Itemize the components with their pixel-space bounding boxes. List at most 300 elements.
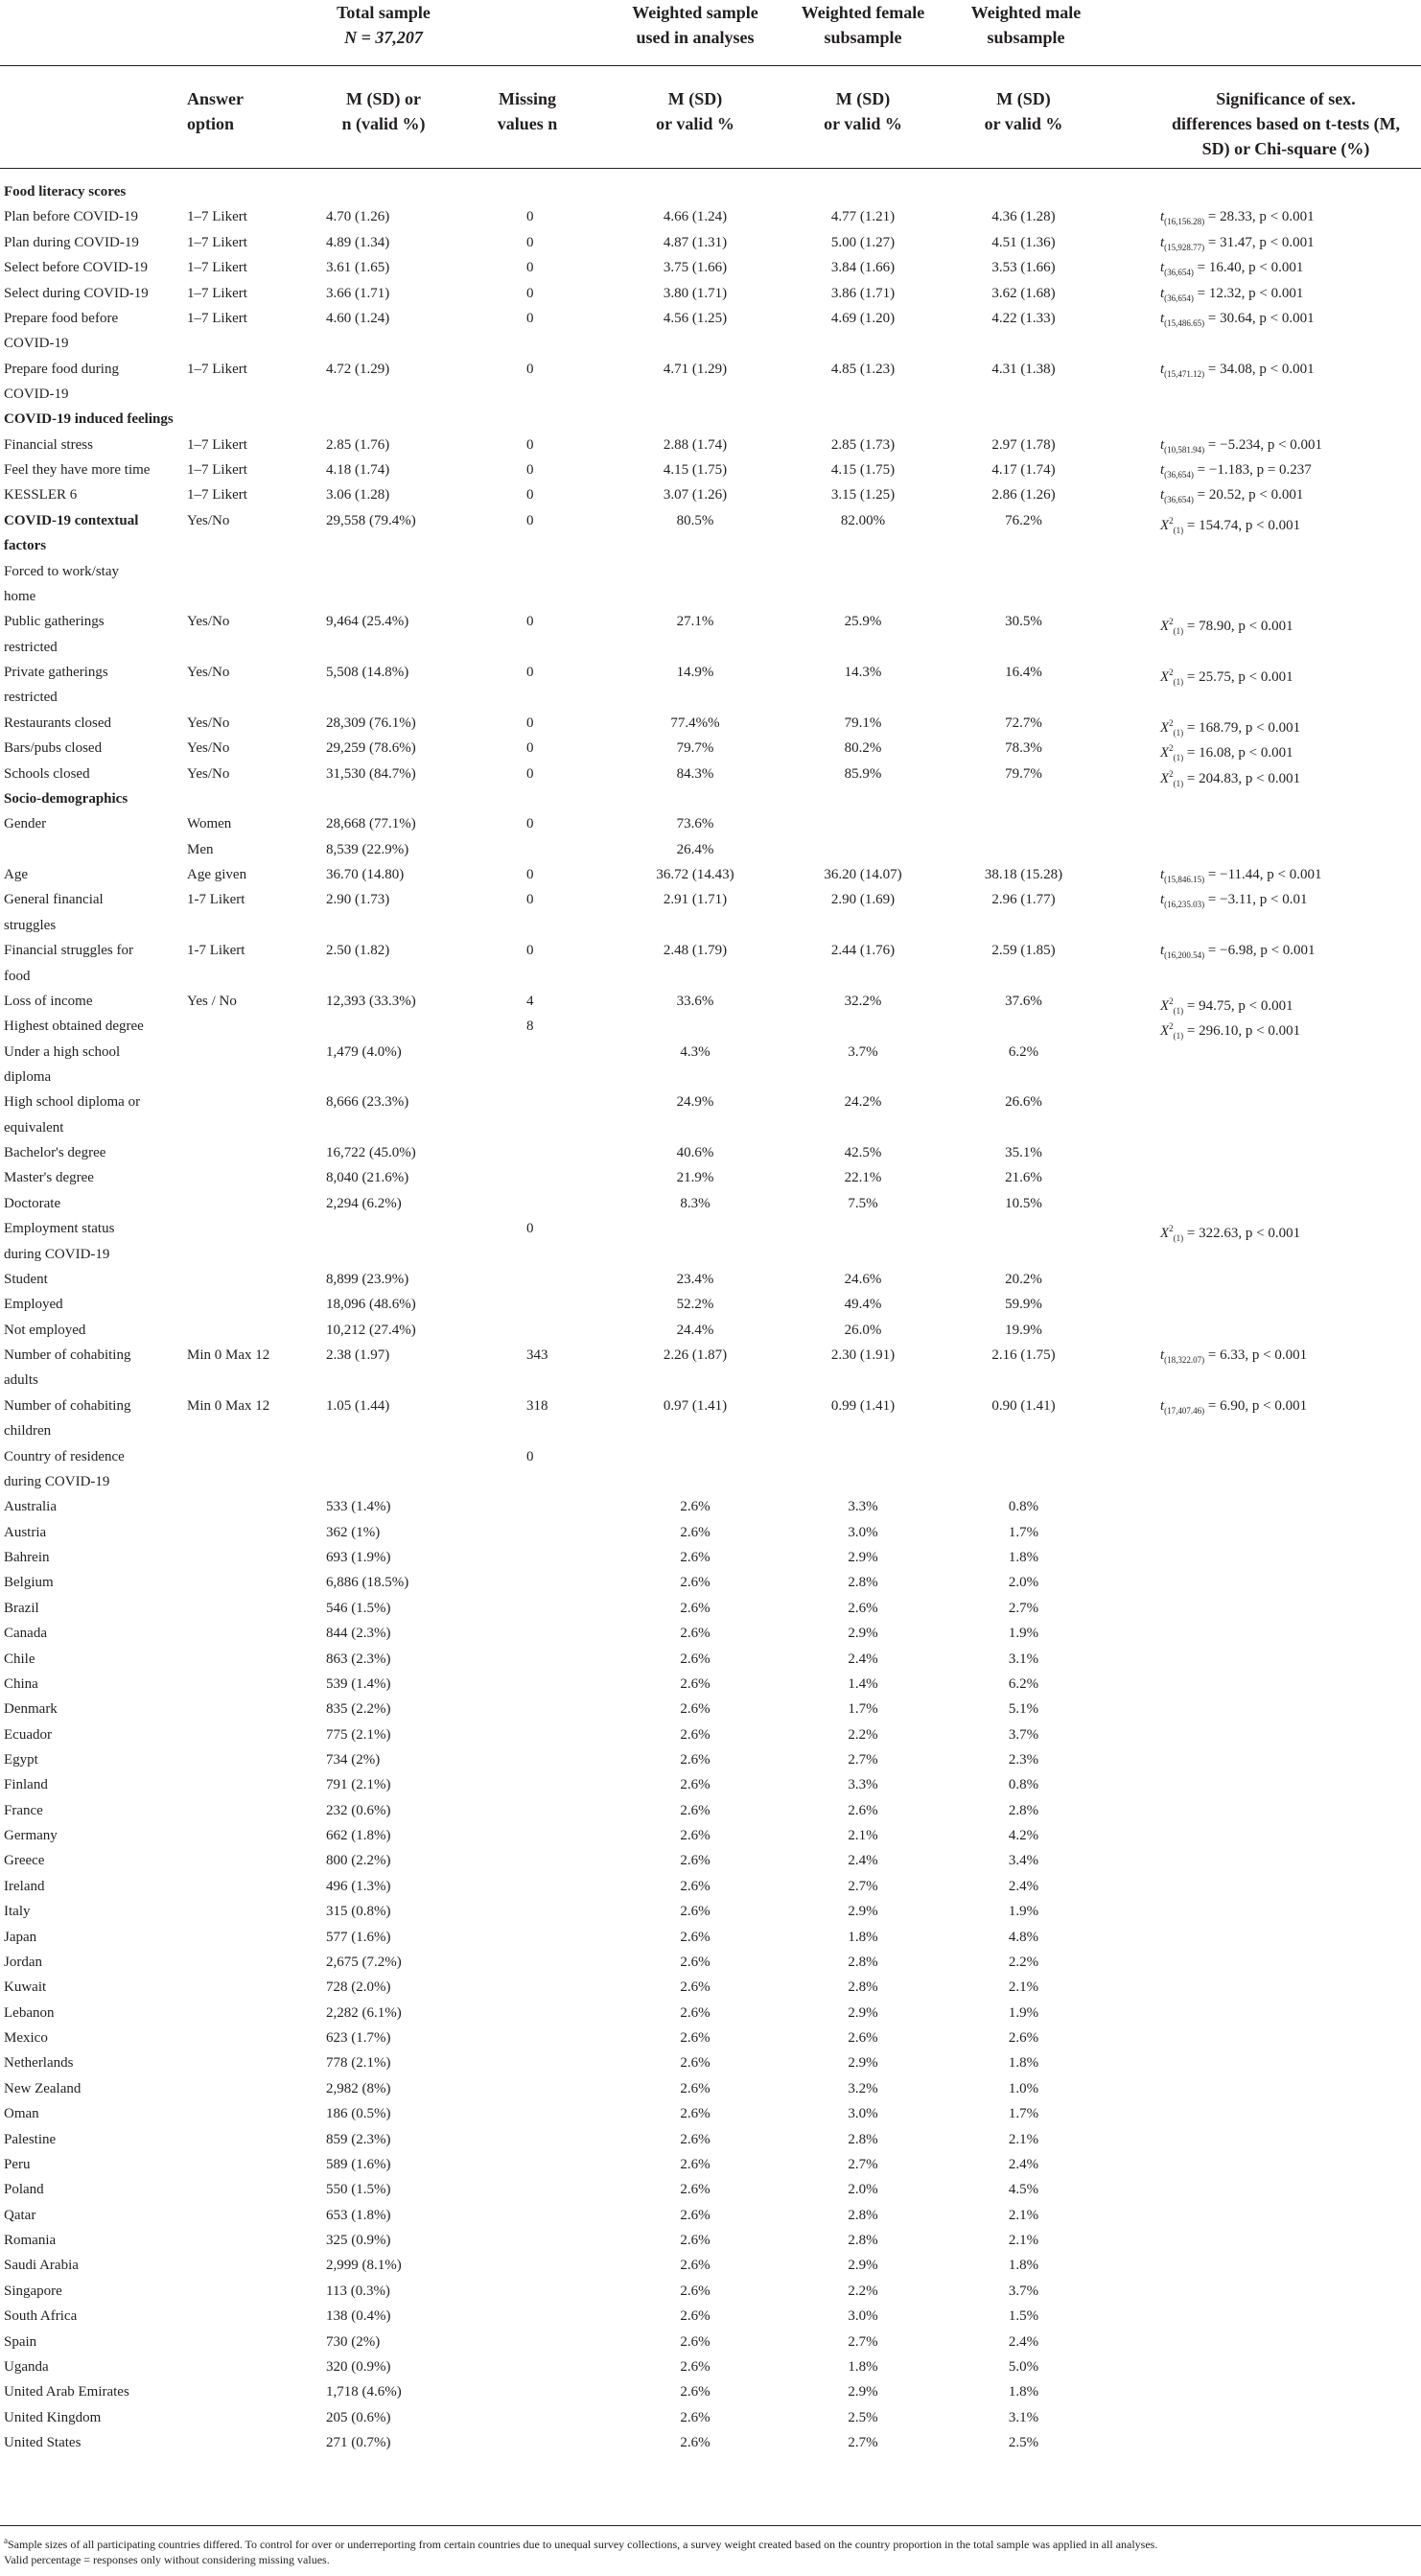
total-value: 496 (1.3%) xyxy=(326,1878,391,1894)
total-value: 8,539 (22.9%) xyxy=(326,841,409,857)
section-title: Food literacy scores xyxy=(4,184,127,199)
missing-value: 0 xyxy=(526,765,534,782)
male-value: 2.7% xyxy=(1008,1600,1039,1616)
female-value: 2.7% xyxy=(848,2156,878,2172)
table-row xyxy=(0,862,1421,887)
total-value: 778 (2.1%) xyxy=(326,2055,391,2072)
answer-option: 1–7 Likert xyxy=(187,487,247,503)
male-value: 1.8% xyxy=(1008,1550,1039,1565)
missing-value: 0 xyxy=(526,867,534,882)
female-value: 3.86 (1.71) xyxy=(830,285,896,301)
significance-value: $t_{(16,235.03)} = -3.11$, p < 0.01 xyxy=(1160,892,1308,910)
row-label: Belgium xyxy=(4,1575,54,1591)
table-row xyxy=(0,382,1421,407)
table-row xyxy=(0,1065,1421,1089)
female-value: 4.69 (1.20) xyxy=(830,310,896,326)
table-row xyxy=(0,1520,1421,1545)
weighted-value: 0.97 (1.41) xyxy=(663,1397,728,1414)
missing-value: 0 xyxy=(526,740,534,757)
total-value: 533 (1.4%) xyxy=(326,1499,391,1515)
male-value: 35.1% xyxy=(1005,1145,1042,1161)
male-value: 1.8% xyxy=(1008,2384,1039,2400)
section-row xyxy=(0,179,1421,204)
weighted-value: 4.71 (1.29) xyxy=(663,361,728,377)
table-row xyxy=(0,1368,1421,1393)
table-row xyxy=(0,1444,1421,1469)
weighted-value: 2.6% xyxy=(680,1954,710,1970)
total-value: 4.89 (1.34) xyxy=(326,234,390,250)
weighted-value: 2.6% xyxy=(680,1651,710,1667)
table-row xyxy=(0,1292,1421,1317)
total-value: 6,886 (18.5%) xyxy=(326,1575,409,1591)
header-male-title-1: Weighted male xyxy=(970,3,1082,22)
table-row xyxy=(0,2177,1421,2202)
weighted-value: 24.4% xyxy=(676,1322,714,1338)
female-value: 3.0% xyxy=(848,2106,878,2122)
male-value: 2.59 (1.85) xyxy=(991,943,1056,959)
row-label: Loss of income xyxy=(4,993,93,1009)
table-row xyxy=(0,1165,1421,1190)
female-value: 3.3% xyxy=(848,1777,878,1793)
male-value: 4.22 (1.33) xyxy=(991,310,1056,326)
total-value: 863 (2.3%) xyxy=(326,1651,391,1667)
row-label: Netherlands xyxy=(4,2055,74,2072)
section-title: COVID-19 induced feelings xyxy=(4,411,174,428)
total-value: 3.06 (1.28) xyxy=(326,487,390,503)
row-label: diploma xyxy=(4,1069,52,1085)
row-label: Brazil xyxy=(4,1600,39,1616)
weighted-value: 4.56 (1.25) xyxy=(663,310,728,326)
header-rule-top xyxy=(0,65,1421,66)
total-value: 662 (1.8%) xyxy=(326,1828,391,1843)
total-value: 2.50 (1.82) xyxy=(326,943,390,959)
male-value: 2.6% xyxy=(1008,2030,1039,2046)
weighted-value: 2.6% xyxy=(680,2333,710,2350)
row-label: United Arab Emirates xyxy=(4,2384,129,2400)
row-label: Bahrein xyxy=(4,1550,50,1565)
weighted-value: 2.6% xyxy=(680,1726,710,1743)
total-value: 734 (2%) xyxy=(326,1751,381,1768)
row-label: Mexico xyxy=(4,2030,48,2046)
section-row xyxy=(0,407,1421,432)
row-label: children xyxy=(4,1423,52,1440)
missing-value: 0 xyxy=(526,1448,534,1464)
total-value: 271 (0.7%) xyxy=(326,2434,391,2450)
row-label: restricted xyxy=(4,690,58,706)
total-value: 2.38 (1.97) xyxy=(326,1347,390,1363)
row-label: Canada xyxy=(4,1626,47,1642)
header-significance-3: SD) or Chi-square (%) xyxy=(1201,139,1370,158)
total-value: 138 (0.4%) xyxy=(326,2308,391,2325)
missing-value: 4 xyxy=(526,993,534,1009)
table-row xyxy=(0,635,1421,660)
female-value: 2.8% xyxy=(848,2131,878,2147)
table-row xyxy=(0,230,1421,255)
row-label: during COVID-19 xyxy=(4,1246,110,1262)
answer-option: Men xyxy=(187,841,214,857)
table-row xyxy=(0,2101,1421,2126)
table-row xyxy=(0,609,1421,637)
table-row xyxy=(0,2430,1421,2455)
female-value: 2.8% xyxy=(848,1979,878,1996)
total-value: 1.05 (1.44) xyxy=(326,1397,390,1414)
weighted-value: 2.6% xyxy=(680,1701,710,1718)
weighted-value: 2.6% xyxy=(680,2106,710,2122)
total-value: 2,999 (8.1%) xyxy=(326,2258,402,2274)
row-label: Palestine xyxy=(4,2131,57,2147)
header-total-title: Total sample xyxy=(337,3,431,22)
male-value: 4.17 (1.74) xyxy=(991,462,1056,479)
weighted-value: 84.3% xyxy=(676,765,714,782)
weighted-value: 2.6% xyxy=(680,2258,710,2274)
male-value: 2.16 (1.75) xyxy=(991,1347,1056,1363)
table-row xyxy=(0,2405,1421,2430)
weighted-value: 2.6% xyxy=(680,1751,710,1768)
table-row xyxy=(0,711,1421,736)
weighted-value: 2.6% xyxy=(680,2131,710,2147)
male-value: 4.36 (1.28) xyxy=(991,209,1056,225)
answer-option: Age given xyxy=(187,867,247,882)
row-label: Uganda xyxy=(4,2358,49,2375)
row-label: Japan xyxy=(4,1929,37,1945)
missing-value: 0 xyxy=(526,361,534,377)
row-label: Bachelor's degree xyxy=(4,1145,106,1161)
table-row xyxy=(0,685,1421,710)
weighted-value: 2.6% xyxy=(680,2434,710,2450)
male-value: 26.6% xyxy=(1005,1094,1042,1111)
male-value: 78.3% xyxy=(1005,740,1042,757)
total-value: 28,668 (77.1%) xyxy=(326,816,416,832)
table-row xyxy=(0,2076,1421,2101)
table-row xyxy=(0,1089,1421,1114)
table-row xyxy=(0,1823,1421,1848)
weighted-value: 4.87 (1.31) xyxy=(663,234,728,250)
total-value: 5,508 (14.8%) xyxy=(326,665,409,680)
row-label: Financial stress xyxy=(4,436,93,453)
table-row xyxy=(0,1242,1421,1267)
table-row xyxy=(0,1848,1421,1873)
section-row xyxy=(0,786,1421,811)
weighted-value: 2.6% xyxy=(680,2004,710,2021)
table-row xyxy=(0,457,1421,482)
answer-option: Yes/No xyxy=(187,765,230,782)
weighted-value: 73.6% xyxy=(676,816,714,832)
table-row xyxy=(0,837,1421,862)
table-row xyxy=(0,331,1421,356)
header-male-msd-2: or valid % xyxy=(984,114,1063,133)
row-label: France xyxy=(4,1802,43,1818)
row-label: Doctorate xyxy=(4,1195,61,1211)
significance-value: $t_{(15,471.12)} = 34.08$, p < 0.001 xyxy=(1160,361,1315,379)
male-value: 2.97 (1.78) xyxy=(991,436,1056,453)
answer-option: Women xyxy=(187,816,232,832)
male-value: 1.9% xyxy=(1008,1904,1039,1920)
total-value: 3.66 (1.71) xyxy=(326,285,390,301)
row-label: Under a high school xyxy=(4,1043,121,1060)
weighted-value: 2.48 (1.79) xyxy=(663,943,728,959)
table-row xyxy=(0,433,1421,457)
table-row xyxy=(0,1798,1421,1823)
female-value: 2.44 (1.76) xyxy=(830,943,896,959)
table-row xyxy=(0,1899,1421,1924)
weighted-value: 4.3% xyxy=(680,1043,710,1060)
row-label: during COVID-19 xyxy=(4,1473,110,1489)
male-value: 4.51 (1.36) xyxy=(991,234,1056,250)
answer-option: Yes/No xyxy=(187,614,230,630)
male-value: 2.96 (1.77) xyxy=(991,892,1056,908)
row-label: Ireland xyxy=(4,1878,45,1894)
weighted-value: 2.6% xyxy=(680,2358,710,2375)
weighted-value: 2.6% xyxy=(680,1499,710,1515)
table-row xyxy=(0,2279,1421,2304)
row-label: Not employed xyxy=(4,1322,86,1338)
female-value: 2.30 (1.91) xyxy=(830,1347,896,1363)
male-value: 37.6% xyxy=(1005,993,1042,1009)
missing-value: 0 xyxy=(526,260,534,276)
row-label: KESSLER 6 xyxy=(4,487,78,503)
male-value: 2.1% xyxy=(1008,1979,1039,1996)
total-value: 1,718 (4.6%) xyxy=(326,2384,402,2400)
significance-value: $t_{(36,654)} = 20.52$, p < 0.001 xyxy=(1160,487,1304,505)
table-row xyxy=(0,2379,1421,2404)
answer-option: 1–7 Likert xyxy=(187,234,247,250)
female-value: 2.0% xyxy=(848,2182,878,2198)
male-value: 20.2% xyxy=(1005,1271,1042,1287)
total-value: 362 (1%) xyxy=(326,1524,381,1540)
row-label: Plan during COVID-19 xyxy=(4,234,139,250)
total-value: 1,479 (4.0%) xyxy=(326,1043,402,1060)
table-row xyxy=(0,660,1421,685)
total-value: 2.85 (1.76) xyxy=(326,436,390,453)
total-value: 775 (2.1%) xyxy=(326,1726,391,1743)
male-value: 79.7% xyxy=(1005,765,1042,782)
male-value: 2.8% xyxy=(1008,1802,1039,1818)
male-value: 3.1% xyxy=(1008,2409,1039,2425)
female-value: 4.15 (1.75) xyxy=(830,462,896,479)
female-value: 24.6% xyxy=(844,1271,882,1287)
female-value: 14.3% xyxy=(844,665,882,680)
total-value: 4.60 (1.24) xyxy=(326,310,390,326)
table-row xyxy=(0,306,1421,331)
row-label: United Kingdom xyxy=(4,2409,102,2425)
section-title: COVID-19 contextual xyxy=(4,512,139,528)
header-male-msd-1: M (SD) xyxy=(996,89,1051,108)
header-female-msd-2: or valid % xyxy=(824,114,902,133)
missing-value: 318 xyxy=(526,1397,548,1414)
female-value: 2.8% xyxy=(848,2207,878,2223)
female-value: 2.9% xyxy=(848,2384,878,2400)
male-value: 76.2% xyxy=(1005,512,1042,528)
missing-value: 0 xyxy=(526,436,534,453)
answer-option: Yes / No xyxy=(187,993,237,1009)
total-value: 791 (2.1%) xyxy=(326,1777,391,1793)
missing-value: 8 xyxy=(526,1019,534,1035)
female-value: 2.8% xyxy=(848,1575,878,1591)
male-value: 59.9% xyxy=(1005,1297,1042,1313)
missing-value: 0 xyxy=(526,512,534,528)
answer-option: Yes/No xyxy=(187,714,230,731)
table-row xyxy=(0,559,1421,584)
missing-value: 0 xyxy=(526,462,534,479)
weighted-value: 2.6% xyxy=(680,2055,710,2072)
row-label: Restaurants closed xyxy=(4,714,112,731)
missing-value: 343 xyxy=(526,1347,548,1363)
table-row xyxy=(0,2050,1421,2075)
female-value: 79.1% xyxy=(844,714,882,731)
weighted-value: 2.6% xyxy=(680,2384,710,2400)
male-value: 2.0% xyxy=(1008,1575,1039,1591)
female-value: 2.9% xyxy=(848,2055,878,2072)
male-value: 72.7% xyxy=(1005,714,1042,731)
row-label: Germany xyxy=(4,1828,58,1843)
total-value: 539 (1.4%) xyxy=(326,1675,391,1692)
male-value: 3.4% xyxy=(1008,1853,1039,1869)
row-label: Singapore xyxy=(4,2283,62,2299)
total-value: 325 (0.9%) xyxy=(326,2233,391,2248)
male-value: 1.5% xyxy=(1008,2308,1039,2325)
row-label: Finland xyxy=(4,1777,48,1793)
header-total-n: N = 37,207 xyxy=(344,28,423,47)
table-row xyxy=(0,1545,1421,1570)
female-value: 80.2% xyxy=(844,740,882,757)
female-value: 26.0% xyxy=(844,1322,882,1338)
answer-option: Yes/No xyxy=(187,740,230,757)
female-value: 2.90 (1.69) xyxy=(830,892,896,908)
total-value: 2,294 (6.2%) xyxy=(326,1195,402,1211)
row-label: Lebanon xyxy=(4,2004,55,2021)
male-value: 2.5% xyxy=(1008,2434,1039,2450)
male-value: 1.7% xyxy=(1008,2106,1039,2122)
header-missing-2: values n xyxy=(497,114,558,133)
row-label: equivalent xyxy=(4,1119,64,1136)
male-value: 0.8% xyxy=(1008,1499,1039,1515)
weighted-value: 2.6% xyxy=(680,1979,710,1996)
table-row xyxy=(0,1672,1421,1697)
male-value: 4.31 (1.38) xyxy=(991,361,1056,377)
weighted-value: 2.6% xyxy=(680,2233,710,2248)
weighted-value: 52.2% xyxy=(676,1297,714,1313)
weighted-value: 2.6% xyxy=(680,1853,710,1869)
row-label: Chile xyxy=(4,1651,35,1667)
weighted-value: 2.6% xyxy=(680,1626,710,1642)
male-value: 2.3% xyxy=(1008,1751,1039,1768)
total-value: 844 (2.3%) xyxy=(326,1626,391,1642)
table-row xyxy=(0,887,1421,912)
table-row xyxy=(0,1722,1421,1747)
missing-value: 0 xyxy=(526,892,534,908)
table-row xyxy=(0,2228,1421,2253)
header-missing-1: Missing xyxy=(498,89,556,108)
row-label: Egypt xyxy=(4,1751,38,1768)
total-value: 2,675 (7.2%) xyxy=(326,1954,402,1970)
total-value: 589 (1.6%) xyxy=(326,2156,391,2172)
female-value: 3.84 (1.66) xyxy=(830,260,896,276)
female-value: 2.6% xyxy=(848,1802,878,1818)
female-value: 36.20 (14.07) xyxy=(824,867,902,882)
weighted-value: 2.6% xyxy=(680,1904,710,1920)
row-label: Ecuador xyxy=(4,1726,52,1743)
female-value: 22.1% xyxy=(844,1170,882,1186)
total-value: 2.90 (1.73) xyxy=(326,892,390,908)
table-row xyxy=(0,761,1421,786)
row-label: Number of cohabiting xyxy=(4,1397,131,1414)
male-value: 1.9% xyxy=(1008,2004,1039,2021)
weighted-value: 21.9% xyxy=(676,1170,714,1186)
male-value: 1.8% xyxy=(1008,2055,1039,2072)
weighted-value: 36.72 (14.43) xyxy=(656,867,734,882)
header-weighted-title-1: Weighted sample xyxy=(632,3,758,22)
total-value: 8,666 (23.3%) xyxy=(326,1094,409,1111)
total-value: 113 (0.3%) xyxy=(326,2283,390,2299)
significance-value: $X^2_{(1)} = 204.83$, p < 0.001 xyxy=(1160,768,1301,788)
answer-option: 1–7 Likert xyxy=(187,260,247,276)
missing-value: 0 xyxy=(526,1221,534,1237)
significance-value: $X^2_{(1)} = 25.75$, p < 0.001 xyxy=(1160,667,1293,687)
table-row xyxy=(0,1950,1421,1975)
header-weighted-title-2: used in analyses xyxy=(636,28,755,47)
female-value: 7.5% xyxy=(848,1195,878,1211)
table-row xyxy=(0,1874,1421,1899)
significance-value: $t_{(16,200.54)} = -6.98$, p < 0.001 xyxy=(1160,943,1316,961)
answer-option: 1–7 Likert xyxy=(187,462,247,479)
answer-option: 1–7 Likert xyxy=(187,361,247,377)
weighted-value: 2.6% xyxy=(680,2283,710,2299)
weighted-value: 3.80 (1.71) xyxy=(663,285,728,301)
total-value: 693 (1.9%) xyxy=(326,1550,391,1565)
female-value: 2.9% xyxy=(848,2258,878,2274)
row-label: Italy xyxy=(4,1904,31,1920)
weighted-value: 14.9% xyxy=(676,665,714,680)
table-row xyxy=(0,2304,1421,2329)
answer-option: Yes/No xyxy=(187,665,230,680)
table-row xyxy=(0,2330,1421,2354)
row-label: China xyxy=(4,1675,38,1692)
weighted-value: 2.6% xyxy=(680,1929,710,1945)
table-row xyxy=(0,1040,1421,1065)
table-row xyxy=(0,2127,1421,2152)
table-row xyxy=(0,811,1421,836)
row-label: Schools closed xyxy=(4,765,90,782)
weighted-value: 2.6% xyxy=(680,2030,710,2046)
table-row xyxy=(0,1697,1421,1721)
male-value: 38.18 (15.28) xyxy=(984,867,1063,882)
total-value: 36.70 (14.80) xyxy=(326,867,405,882)
weighted-value: 23.4% xyxy=(676,1271,714,1287)
row-label: Feel they have more time xyxy=(4,462,151,479)
answer-option: 1–7 Likert xyxy=(187,436,247,453)
table-row xyxy=(0,255,1421,280)
significance-value: $X^2_{(1)} = 154.74$, p < 0.001 xyxy=(1160,515,1301,535)
missing-value: 0 xyxy=(526,665,534,680)
row-label: Jordan xyxy=(4,1954,42,1970)
significance-value: $X^2_{(1)} = 168.79$, p < 0.001 xyxy=(1160,717,1301,738)
significance-value: $t_{(15,846.15)} = -11.44$, p < 0.001 xyxy=(1160,867,1322,884)
significance-value: $t_{(16,156.28)} = 28.33$, p < 0.001 xyxy=(1160,209,1315,227)
male-value: 0.8% xyxy=(1008,1777,1039,1793)
table-row xyxy=(0,1393,1421,1418)
male-value: 4.5% xyxy=(1008,2182,1039,2198)
weighted-value: 2.26 (1.87) xyxy=(663,1347,728,1363)
female-value: 42.5% xyxy=(844,1145,882,1161)
table-row xyxy=(0,1772,1421,1797)
significance-value: $t_{(18,322.07)} = 6.33$, p < 0.001 xyxy=(1160,1347,1308,1365)
table-row xyxy=(0,584,1421,609)
total-value: 728 (2.0%) xyxy=(326,1979,391,1996)
total-value: 4.72 (1.29) xyxy=(326,361,390,377)
weighted-value: 3.75 (1.66) xyxy=(663,260,728,276)
table-row xyxy=(0,482,1421,507)
row-label: Prepare food before xyxy=(4,310,119,326)
